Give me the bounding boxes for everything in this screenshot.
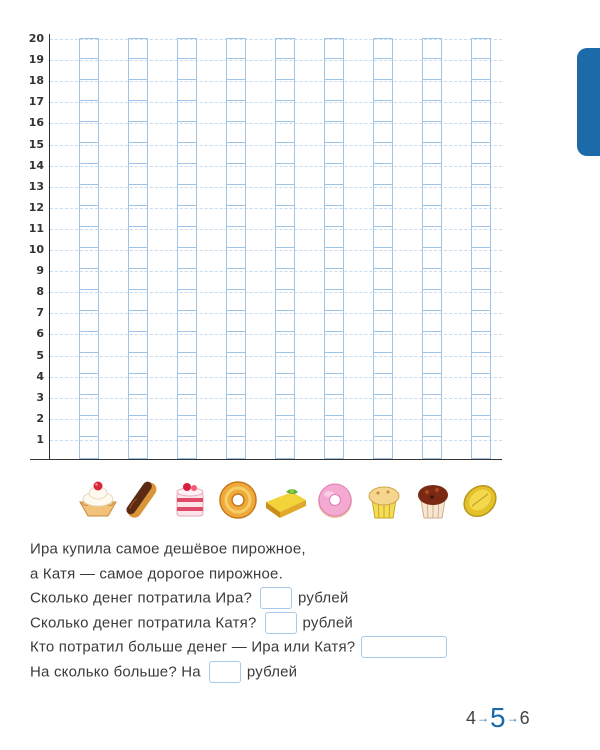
question-who-more-label: Кто потратил больше денег — Ира или Катя? (30, 638, 356, 656)
price-column[interactable] (226, 38, 246, 459)
price-column[interactable] (177, 38, 197, 459)
current-page-number: 5 (490, 702, 506, 733)
next-page-number[interactable]: 6 (519, 708, 530, 728)
y-tick-label: 8 (36, 285, 44, 299)
y-tick-label: 5 (36, 348, 44, 362)
question-katya-label: Сколько денег потратила Катя? (30, 614, 257, 632)
chocolate-muffin-icon (411, 478, 455, 522)
price-column[interactable] (324, 38, 344, 459)
y-tick-label: 11 (28, 221, 44, 235)
muffin-icon (362, 478, 406, 522)
y-tick-label: 17 (28, 95, 44, 109)
problem-line-1: Ира купила самое дешёвое пирожное, (30, 540, 306, 558)
y-tick-label: 6 (36, 327, 44, 341)
prev-page-number[interactable]: 4 (466, 708, 477, 728)
y-tick-label: 9 (36, 264, 44, 278)
question-difference-label: На сколько больше? На (30, 663, 201, 681)
y-tick-label: 18 (28, 74, 44, 88)
katya-answer-box[interactable] (265, 612, 297, 634)
arrow-right-icon: → (506, 711, 519, 725)
layered-cake-icon (168, 478, 212, 522)
page-navigation (466, 702, 530, 734)
y-tick-label: 7 (36, 306, 44, 320)
cake-slice-icon (264, 478, 308, 522)
y-tick-label: 3 (36, 390, 44, 404)
y-tick-label: 14 (28, 158, 44, 172)
pink-donut-icon (313, 478, 357, 522)
y-tick-label: 1 (36, 432, 44, 446)
price-column[interactable] (128, 38, 148, 459)
cream-cupcake-icon (76, 478, 120, 522)
price-column[interactable] (79, 38, 99, 459)
y-tick-label: 12 (28, 200, 44, 214)
y-tick-label: 20 (28, 32, 44, 45)
question-katya (30, 612, 353, 634)
y-tick-label: 2 (36, 411, 44, 425)
eclair-icon (120, 478, 164, 522)
y-axis (49, 34, 50, 459)
x-axis (30, 459, 502, 460)
question-ira (30, 587, 348, 609)
price-column[interactable] (422, 38, 442, 459)
bagel-donut-icon (216, 478, 260, 522)
y-tick-label: 10 (28, 243, 44, 256)
question-who-more (30, 636, 453, 658)
who-more-answer-box[interactable] (361, 636, 447, 658)
y-tick-label: 16 (28, 116, 44, 130)
question-ira-label: Сколько денег потратила Ира? (30, 589, 253, 607)
price-column[interactable] (275, 38, 295, 459)
ira-unit: рублей (298, 589, 349, 607)
y-tick-label: 4 (36, 369, 44, 383)
price-column[interactable] (471, 38, 491, 459)
difference-unit: рублей (246, 663, 298, 681)
y-tick-label: 19 (28, 53, 44, 67)
cookie-icon (458, 478, 502, 522)
y-tick-label: 13 (28, 179, 44, 193)
problem-line-2: а Катя — самое дорогое пирожное. (30, 565, 283, 583)
arrow-right-icon: → (477, 711, 490, 725)
difference-answer-box[interactable] (209, 661, 241, 683)
y-tick-label: 15 (28, 137, 44, 151)
katya-unit: рублей (302, 614, 353, 632)
ira-answer-box[interactable] (260, 587, 292, 609)
question-difference (30, 661, 297, 683)
price-column[interactable] (373, 38, 393, 459)
